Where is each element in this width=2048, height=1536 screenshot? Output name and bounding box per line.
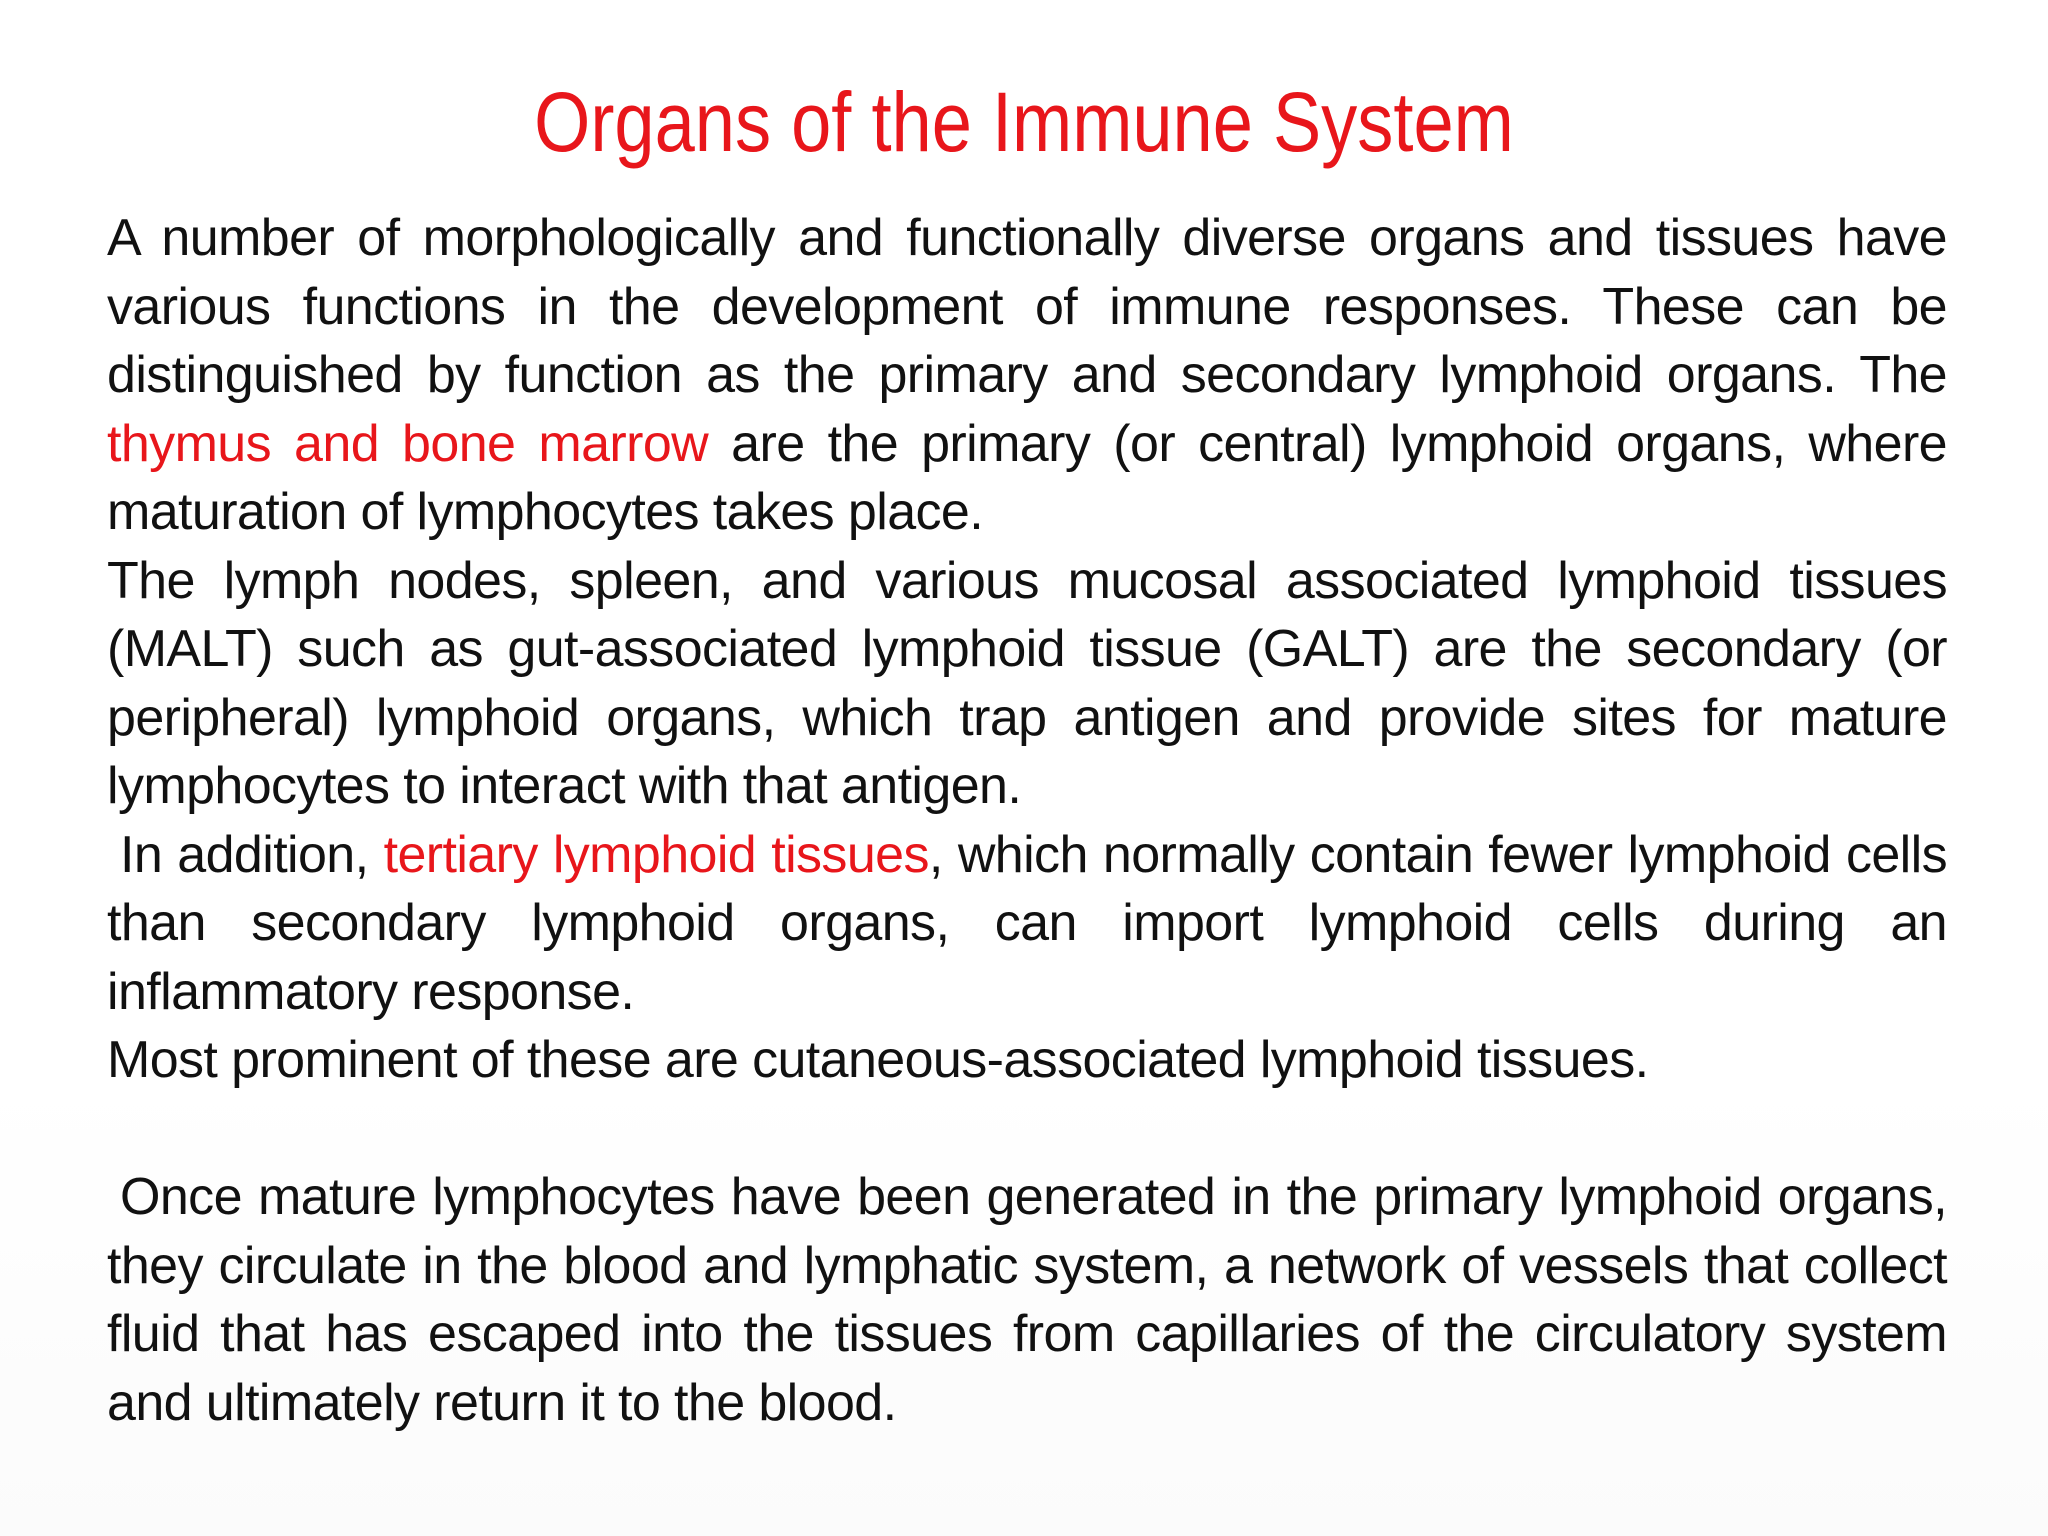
slide-body bbox=[107, 204, 1947, 1437]
highlight-thymus-bone-marrow: thymus and bone marrow bbox=[107, 414, 709, 473]
paragraph-secondary-organs bbox=[107, 547, 1947, 821]
paragraph-lymphocyte-circulation bbox=[107, 1163, 1947, 1437]
paragraph-text: The lymph nodes, spleen, and various mucosal associated lymphoid tissues (MALT) such as gut-associated lymphoid tissue (GALT) are the secondary (or peripheral) lymphoid organs, which trap antigen and provide sites for mature lymphocytes to interact with that antigen. bbox=[107, 551, 1947, 815]
paragraph-spacer bbox=[107, 1095, 1947, 1164]
paragraph-text: are the primary (or central) lymphoid organs, where maturation of lymphocytes takes place. bbox=[107, 414, 1947, 541]
paragraph-text: Most prominent of these are cutaneous-associated lymphoid tissues. bbox=[107, 1031, 1649, 1089]
paragraph-primary-organs bbox=[107, 204, 1947, 547]
paragraph-text: In addition, bbox=[120, 825, 384, 884]
paragraph-tertiary-tissues bbox=[107, 821, 1947, 1027]
paragraph-text: Once mature lymphocytes have been generated in the primary lymphoid organs, they circulate in the blood and lymphatic system, a network of vessels that collect fluid that has escaped into the tissues from capillaries of the circulatory system and ultimately return it to the blood. bbox=[107, 1168, 1947, 1432]
highlight-tertiary-lymphoid-tissues: tertiary lymphoid tissues bbox=[383, 825, 929, 884]
paragraph-text: , which normally contain fewer lymphoid cells than secondary lymphoid organs, can import lymphoid cells during an inflammatory response. bbox=[107, 825, 1947, 1021]
paragraph-text: A number of morphologically and functionally diverse organs and tissues have various functions in the development of immune responses. These can be distinguished by function as the primary and secondary lymphoid organs. The bbox=[107, 209, 1947, 404]
slide-title: Organs of the Immune System bbox=[534, 75, 1514, 169]
paragraph-cutaneous-tissues bbox=[107, 1026, 1947, 1095]
